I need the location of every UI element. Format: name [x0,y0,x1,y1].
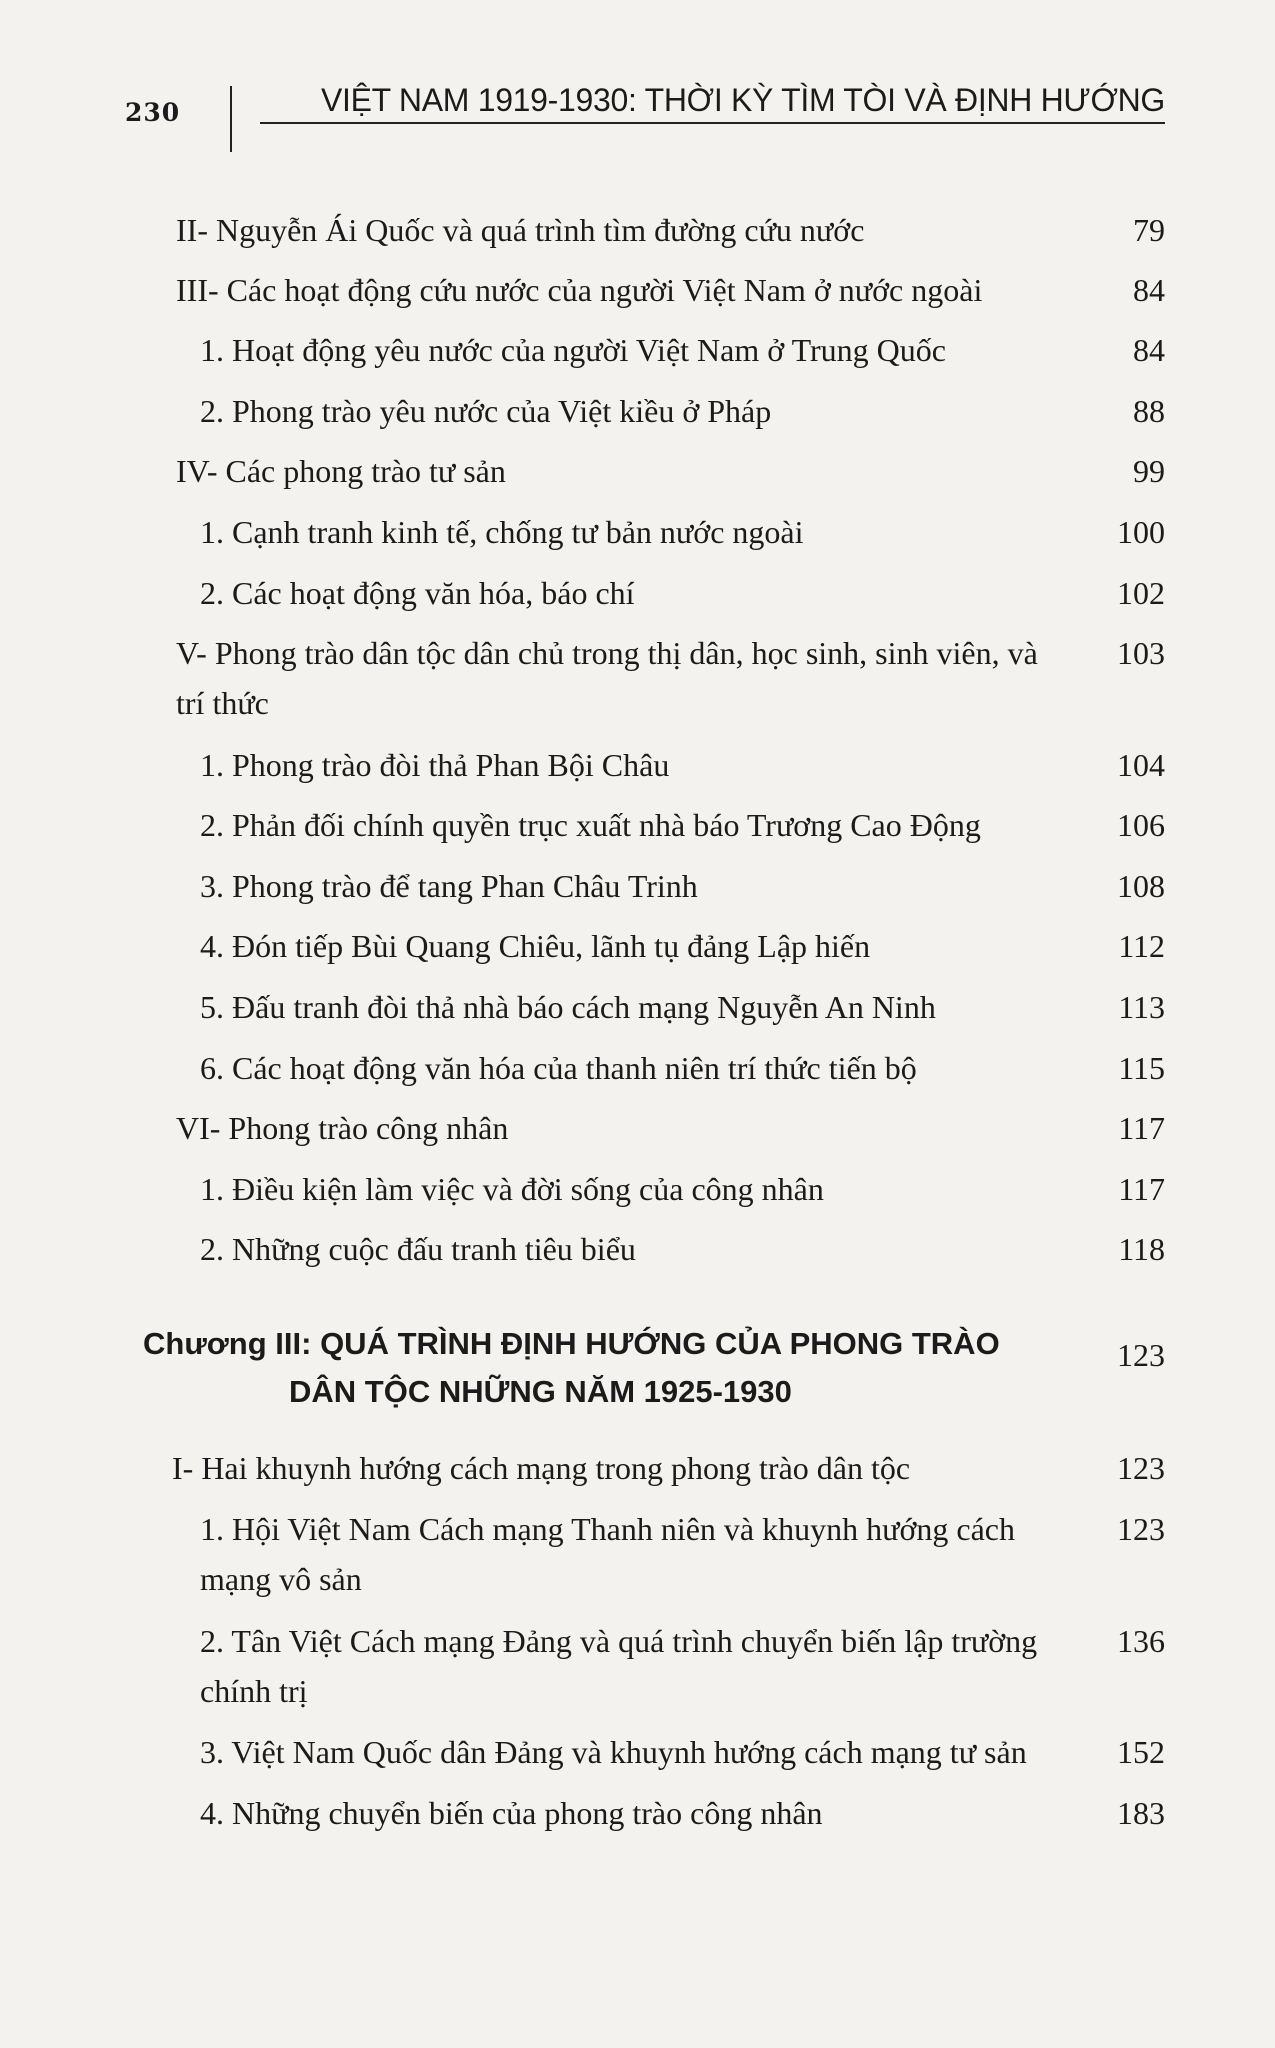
toc-entry: 6. Các hoạt động văn hóa của thanh niên trí thức tiến bộ [200,1050,917,1086]
header-divider [230,86,232,152]
toc-entry: 2. Những cuộc đấu tranh tiêu biểu [200,1231,636,1267]
toc-page: 88 [1133,393,1165,429]
toc-page: 118 [1118,1231,1165,1267]
toc-page: 106 [1117,807,1165,843]
toc-page: 79 [1133,212,1165,248]
toc-page: 152 [1117,1734,1165,1770]
toc-entry: 4. Đón tiếp Bùi Quang Chiêu, lãnh tụ đảng Lập hiến [200,928,871,964]
toc-page: 84 [1133,272,1165,308]
toc-entry: V- Phong trào dân tộc dân chủ trong thị dân, học sinh, sinh viên, và trí thức [176,635,1038,721]
chapter-heading [143,1320,1043,1416]
toc-page: 113 [1118,989,1165,1025]
toc-entry: 2. Các hoạt động văn hóa, báo chí [200,575,635,611]
toc-page: 115 [1118,1050,1165,1086]
toc-page: 99 [1133,453,1165,489]
chapter-title-line1: Chương III: QUÁ TRÌNH ĐỊNH HƯỚNG CỦA PHONG TRÀO [143,1326,1000,1361]
toc-entry: IV- Các phong trào tư sản [176,453,506,489]
page-number: 230 [125,98,181,127]
chapter-title-line2: DÂN TỘC NHỮNG NĂM 1925-1930 [289,1374,792,1409]
toc-entry: 3. Việt Nam Quốc dân Đảng và khuynh hướng cách mạng tư sản [200,1734,1027,1770]
toc-page: 136 [1117,1623,1165,1659]
toc-entry: II- Nguyễn Ái Quốc và quá trình tìm đường cứu nước [176,212,865,248]
running-title: VIỆT NAM 1919-1930: THỜI KỲ TÌM TÒI VÀ ĐỊNH HƯỚNG [320,82,1165,118]
toc-entry: 5. Đấu tranh đòi thả nhà báo cách mạng Nguyễn An Ninh [200,989,936,1025]
toc-entry: 2. Tân Việt Cách mạng Đảng và quá trình chuyển biến lập trường chính trị [200,1623,1038,1709]
toc-entry: 4. Những chuyển biến của phong trào công nhân [200,1795,823,1831]
toc-entry: 1. Cạnh tranh kinh tế, chống tư bản nước ngoài [200,514,804,550]
toc-page: 117 [1118,1171,1165,1207]
header-rule [260,122,1165,124]
toc-page: 100 [1117,514,1165,550]
toc-entry: VI- Phong trào công nhân [176,1110,509,1146]
toc-entry: 2. Phản đối chính quyền trục xuất nhà báo Trương Cao Động [200,807,981,843]
toc-page: 103 [1117,635,1165,671]
toc-entry: 3. Phong trào để tang Phan Châu Trinh [200,868,698,904]
toc-page: 183 [1117,1795,1165,1831]
toc-page: 108 [1117,868,1165,904]
toc-page: 123 [1117,1511,1165,1547]
toc-page: 102 [1117,575,1165,611]
toc-entry: 1. Phong trào đòi thả Phan Bội Châu [200,747,670,783]
toc-entry: 1. Hoạt động yêu nước của người Việt Nam ở Trung Quốc [200,332,946,368]
toc-entry: 2. Phong trào yêu nước của Việt kiều ở Pháp [200,393,772,429]
toc-page: 117 [1118,1110,1165,1146]
toc-entry: 1. Điều kiện làm việc và đời sống của công nhân [200,1171,824,1207]
page-header [125,78,1165,148]
toc-entry: I- Hai khuynh hướng cách mạng trong phong trào dân tộc [172,1450,911,1486]
toc-page: 104 [1117,747,1165,783]
chapter-page: 123 [1117,1337,1165,1373]
toc-entry: 1. Hội Việt Nam Cách mạng Thanh niên và khuynh hướng cách mạng vô sản [200,1511,1015,1597]
toc-page: 112 [1118,928,1165,964]
toc-page: 123 [1117,1450,1165,1486]
toc-entry: III- Các hoạt động cứu nước của người Việt Nam ở nước ngoài [176,272,983,308]
toc-page: 84 [1133,332,1165,368]
